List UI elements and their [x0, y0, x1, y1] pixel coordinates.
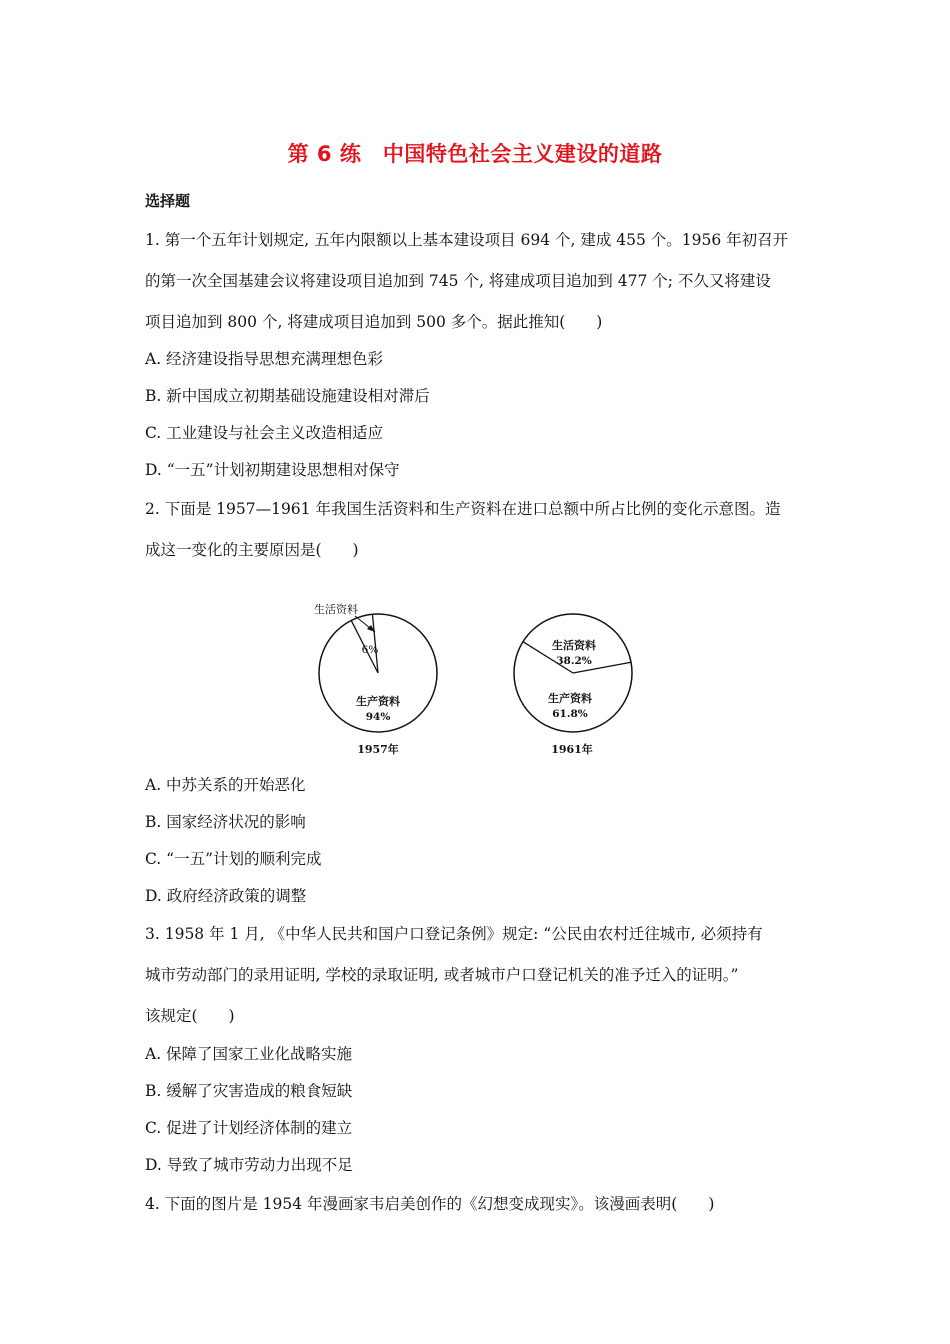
q2-option-a: A. 中苏关系的开始恶化: [145, 776, 306, 794]
q3-option-c: C. 促进了计划经济体制的建立: [145, 1119, 353, 1137]
pie-1961-small-value: 38.2%: [556, 655, 592, 667]
q2-stem-line-1: 2. 下面是 1957—1961 年我国生活资料和生产资料在进口总额中所占比例的变化示意图。造: [145, 500, 781, 518]
q3-stem-line-2: 城市劳动部门的录用证明, 学校的录取证明, 或者城市户口登记机关的准予迁入的证明。”: [145, 966, 739, 984]
pie-1961-large-value: 61.8%: [552, 708, 588, 720]
pie-1957-large-label: 生产资料: [356, 695, 400, 708]
pie-charts-figure: [300, 598, 650, 763]
q3-option-d: D. 导致了城市劳动力出现不足: [145, 1156, 353, 1174]
q3-stem-line-3: 该规定( ): [145, 1007, 235, 1025]
q2-option-c: C. “一五”计划的顺利完成: [145, 850, 322, 868]
q3-stem-line-1: 3. 1958 年 1 月, 《中华人民共和国户口登记条例》规定: “公民由农村迁往城市, 必须持有: [145, 925, 763, 943]
q3-option-b: B. 缓解了灾害造成的粮食短缺: [145, 1082, 353, 1100]
q4-stem-line-1: 4. 下面的图片是 1954 年漫画家韦启美创作的《幻想变成现实》。该漫画表明( ): [145, 1195, 715, 1213]
q1-option-a: A. 经济建设指导思想充满理想色彩: [145, 350, 384, 368]
pie-1957-slice-value-small: 6%: [361, 644, 379, 656]
pie-1957-year-label: 1957年: [357, 743, 399, 756]
q1-option-d: D. “一五”计划初期建设思想相对保守: [145, 461, 400, 479]
q1-stem-line-3: 项目追加到 800 个, 将建成项目追加到 500 多个。据此推知( ): [145, 313, 603, 331]
q2-option-d: D. 政府经济政策的调整: [145, 887, 307, 905]
pie-1961-large-label: 生产资料: [548, 692, 592, 705]
q3-option-a: A. 保障了国家工业化战略实施: [145, 1045, 353, 1063]
q2-stem-line-2: 成这一变化的主要原因是( ): [145, 541, 359, 559]
q1-option-b: B. 新中国成立初期基础设施建设相对滞后: [145, 387, 430, 405]
page-title: 第 6 练 中国特色社会主义建设的道路: [287, 142, 663, 166]
pie-1961-year-label: 1961年: [551, 743, 593, 756]
pie-1957-large-value: 94%: [365, 711, 391, 723]
q1-stem-line-2: 的第一次全国基建会议将建设项目追加到 745 个, 将建成项目追加到 477 个; 不久又将建设: [145, 272, 771, 290]
q2-option-b: B. 国家经济状况的影响: [145, 813, 306, 831]
q1-option-c: C. 工业建设与社会主义改造相适应: [145, 424, 384, 442]
pie-1961-small-label: 生活资料: [552, 639, 596, 652]
section-heading: 选择题: [145, 192, 191, 210]
pie-1957-callout-label: 生活资料: [314, 603, 358, 616]
q1-stem-line-1: 1. 第一个五年计划规定, 五年内限额以上基本建设项目 694 个, 建成 455 个。1956 年初召开: [145, 231, 789, 249]
